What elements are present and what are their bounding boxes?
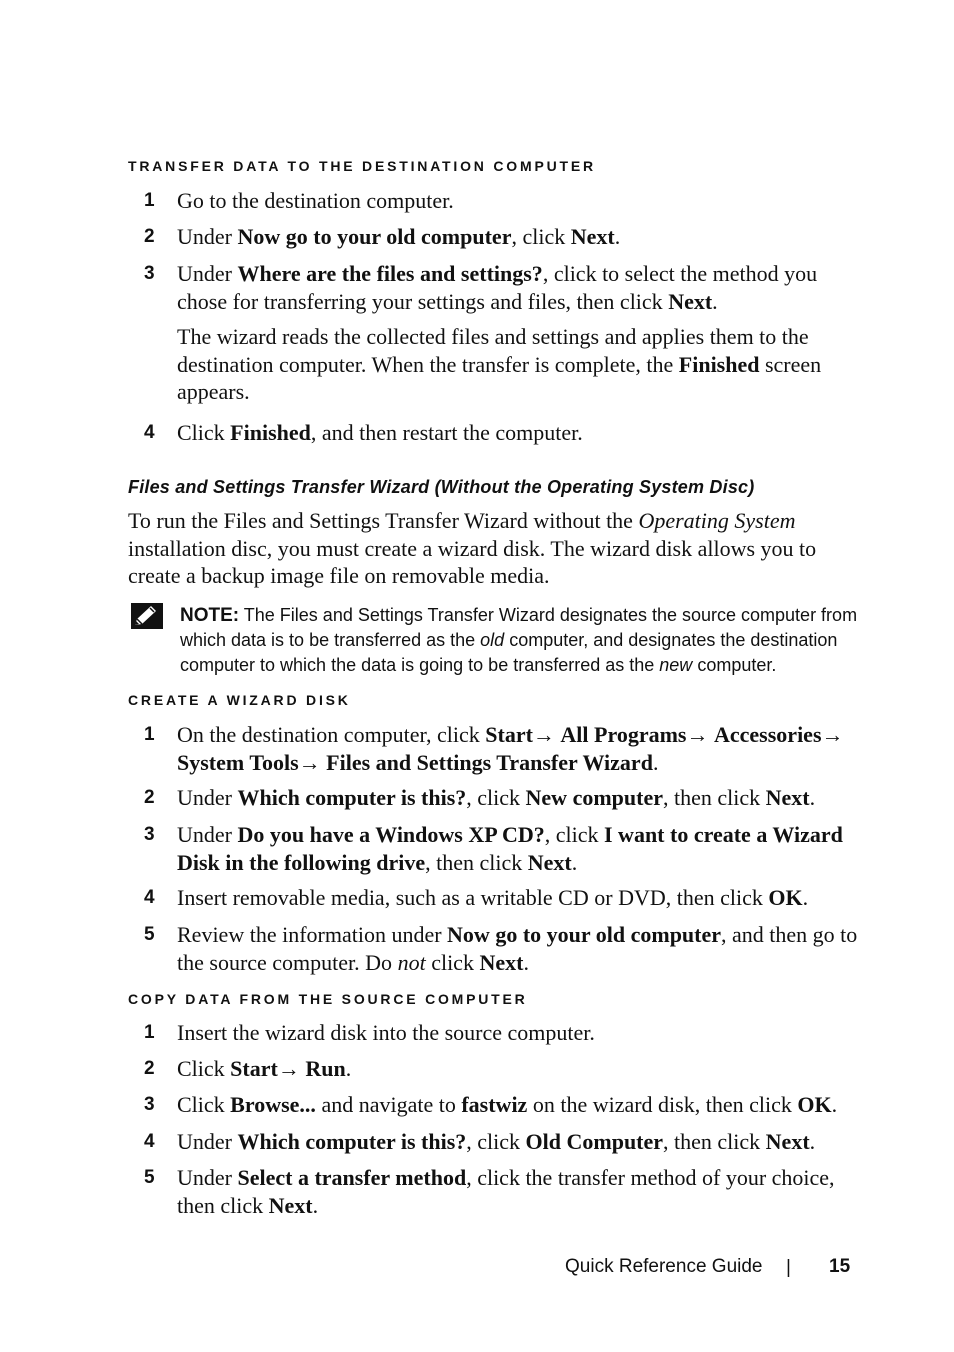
step-text: Click Browse... and navigate to fastwiz on the wizard disk, then click OK. — [177, 1092, 838, 1117]
step-paragraph: The wizard reads the collected files and settings and applies them to the destination computer. When the transfer is complete, the Finished screen appears. — [177, 324, 822, 404]
step-text: Click Start→ Run. — [177, 1056, 352, 1081]
step-number: 2 — [144, 787, 155, 808]
subsection-heading: Files and Settings Transfer Wizard (Without the Operating System Disc) — [128, 477, 755, 497]
step-number: 2 — [144, 1058, 155, 1079]
step-text: Under Which computer is this?, click New computer, then click Next. — [177, 785, 816, 810]
step-text: Insert the wizard disk into the source computer. — [177, 1020, 595, 1045]
step-number: 2 — [144, 226, 155, 247]
step-text: Go to the destination computer. — [177, 188, 454, 213]
section-heading-transfer: TRANSFER DATA TO THE DESTINATION COMPUTER — [128, 158, 596, 174]
note-text — [180, 603, 870, 678]
step-text: Under Do you have a Windows XP CD?, click I want to create a Wizard Disk in the following drive, then click Next. — [177, 822, 843, 875]
step-number: 3 — [144, 824, 155, 845]
step-text: Under Where are the files and settings?, click to select the method you chose for transferring your settings and files, then click Next. — [177, 261, 818, 314]
intro-paragraph: To run the Files and Settings Transfer Wizard without the Operating System installation disc, you must create a wizard disk. The wizard disk allows you to create a backup image file on removable media. — [128, 508, 817, 588]
step-number: 5 — [144, 1167, 155, 1188]
note-label: NOTE: — [180, 605, 240, 626]
step-number: 1 — [144, 724, 155, 745]
step-text: On the destination computer, click Start→ All Programs→ Accessories→ System Tools→ Files and Settings Transfer Wizard. — [177, 722, 844, 775]
step-number: 4 — [144, 422, 155, 443]
page-number: 15 — [829, 1256, 851, 1277]
step-text: Under Now go to your old computer, click Next. — [177, 224, 621, 249]
step-text: Insert removable media, such as a writable CD or DVD, then click OK. — [177, 885, 809, 910]
section-heading-copy-data: COPY DATA FROM THE SOURCE COMPUTER — [128, 991, 528, 1007]
step-number: 1 — [144, 190, 155, 211]
step-number: 3 — [144, 263, 155, 284]
step-text: Click Finished, and then restart the computer. — [177, 420, 583, 445]
step-text: Under Select a transfer method, click the transfer method of your choice, then click Next. — [177, 1165, 835, 1218]
note-pencil-icon — [131, 603, 163, 629]
step-number: 5 — [144, 924, 155, 945]
note-body: The Files and Settings Transfer Wizard designates the source computer from which data is to be transferred as the old computer, and designates the destination computer to which the data is going to be transferred as the new computer. — [180, 605, 858, 675]
step-number: 1 — [144, 1022, 155, 1043]
footer-separator: | — [786, 1257, 791, 1278]
step-number: 4 — [144, 887, 155, 908]
step-number: 4 — [144, 1131, 155, 1152]
section-heading-create-wizard-disk: CREATE A WIZARD DISK — [128, 692, 351, 708]
step-text: Review the information under Now go to your old computer, and then go to the source computer. Do not click Next. — [177, 922, 858, 975]
step-text: Under Which computer is this?, click Old Computer, then click Next. — [177, 1129, 816, 1154]
step-number: 3 — [144, 1094, 155, 1115]
footer-guide-title: Quick Reference Guide — [565, 1256, 763, 1277]
